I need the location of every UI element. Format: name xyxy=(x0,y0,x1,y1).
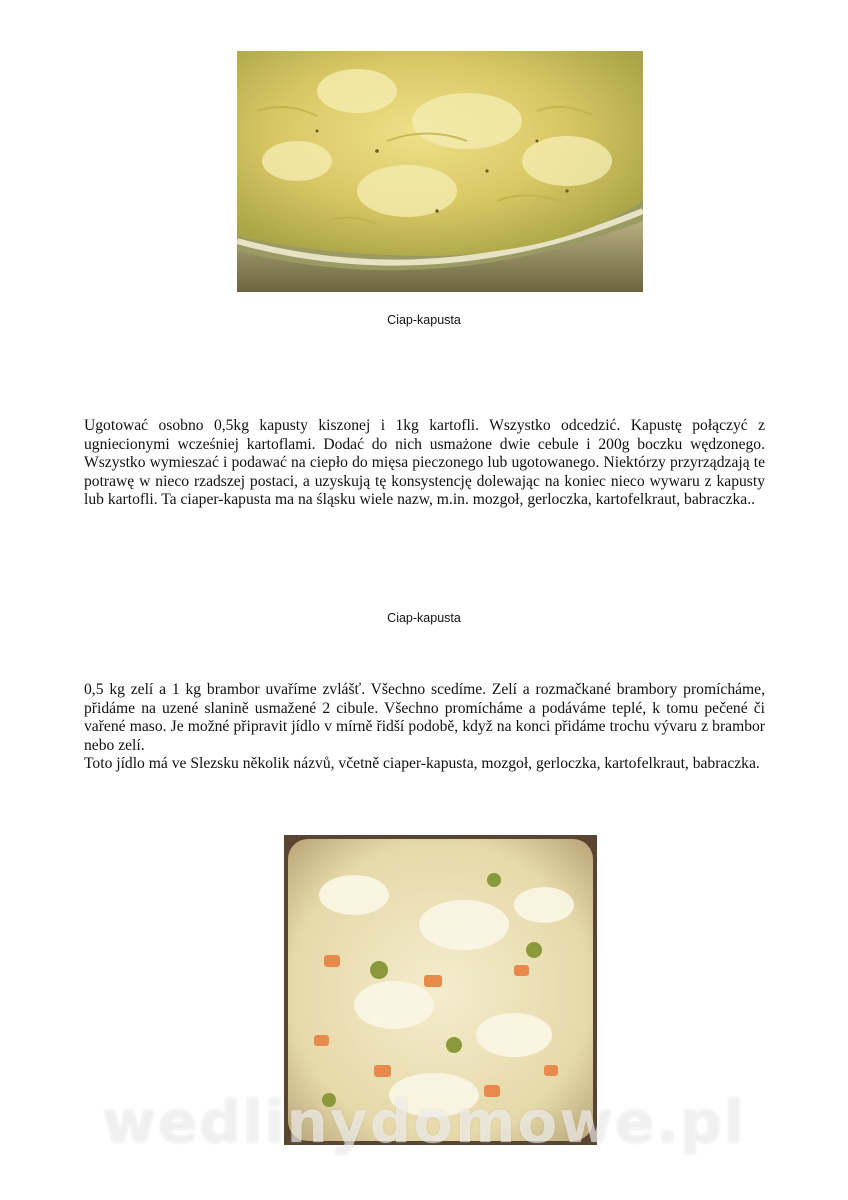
site-watermark: wedlinydomowe.pl xyxy=(102,1088,746,1156)
potato-cabbage-dish-image xyxy=(237,51,643,292)
photo-caption-top: Ciap-kapusta xyxy=(387,313,461,327)
recipe-paragraph-czech xyxy=(84,681,765,774)
section-caption-middle: Ciap-kapusta xyxy=(387,611,461,625)
recipe-paragraph-czech-part2: Toto jídlo má ve Slezsku několik názvů, včetně ciaper-kapusta, mozgoł, gerloczka, kartofelkraut, babraczka. xyxy=(84,755,760,773)
recipe-paragraph-polish: Ugotować osobno 0,5kg kapusty kiszonej i 1kg kartofli. Wszystko odcedzić. Kapustę połączyć z ugniecionymi wcześniej kartoflami. Dodać do nich usmażone dwie cebule i 200g boczku wędzonego. Wszystko wymieszać i podawać na ciepło do mięsa pieczonego lub ugotowanego. Niektórzy przyrządzają te potrawę w nieco rzadszej postaci, a uzyskują tę konsystencję dolewając na koniec nieco wywaru z kapusty lub kartofli. Ta ciaper-kapusta ma na śląsku wiele nazw, m.in. mozgoł, gerloczka, kartofelkraut, babraczka.. xyxy=(84,417,765,509)
recipe-paragraph-czech-part1: 0,5 kg zelí a 1 kg brambor uvaříme zvlášť. Všechno scedíme. Zelí a rozmačkané brambory promícháme, přidáme na uzené slanině usmažené 2 cibule. Všechno promícháme a podáváme teplé, k tomu pečené či vařené maso. Je možné připravit jídlo v mírně řidší podobě, když na konci přidáme trochu vývaru z brambor nebo zelí. xyxy=(84,681,765,754)
potato-cabbage-dish-photo xyxy=(237,51,643,292)
